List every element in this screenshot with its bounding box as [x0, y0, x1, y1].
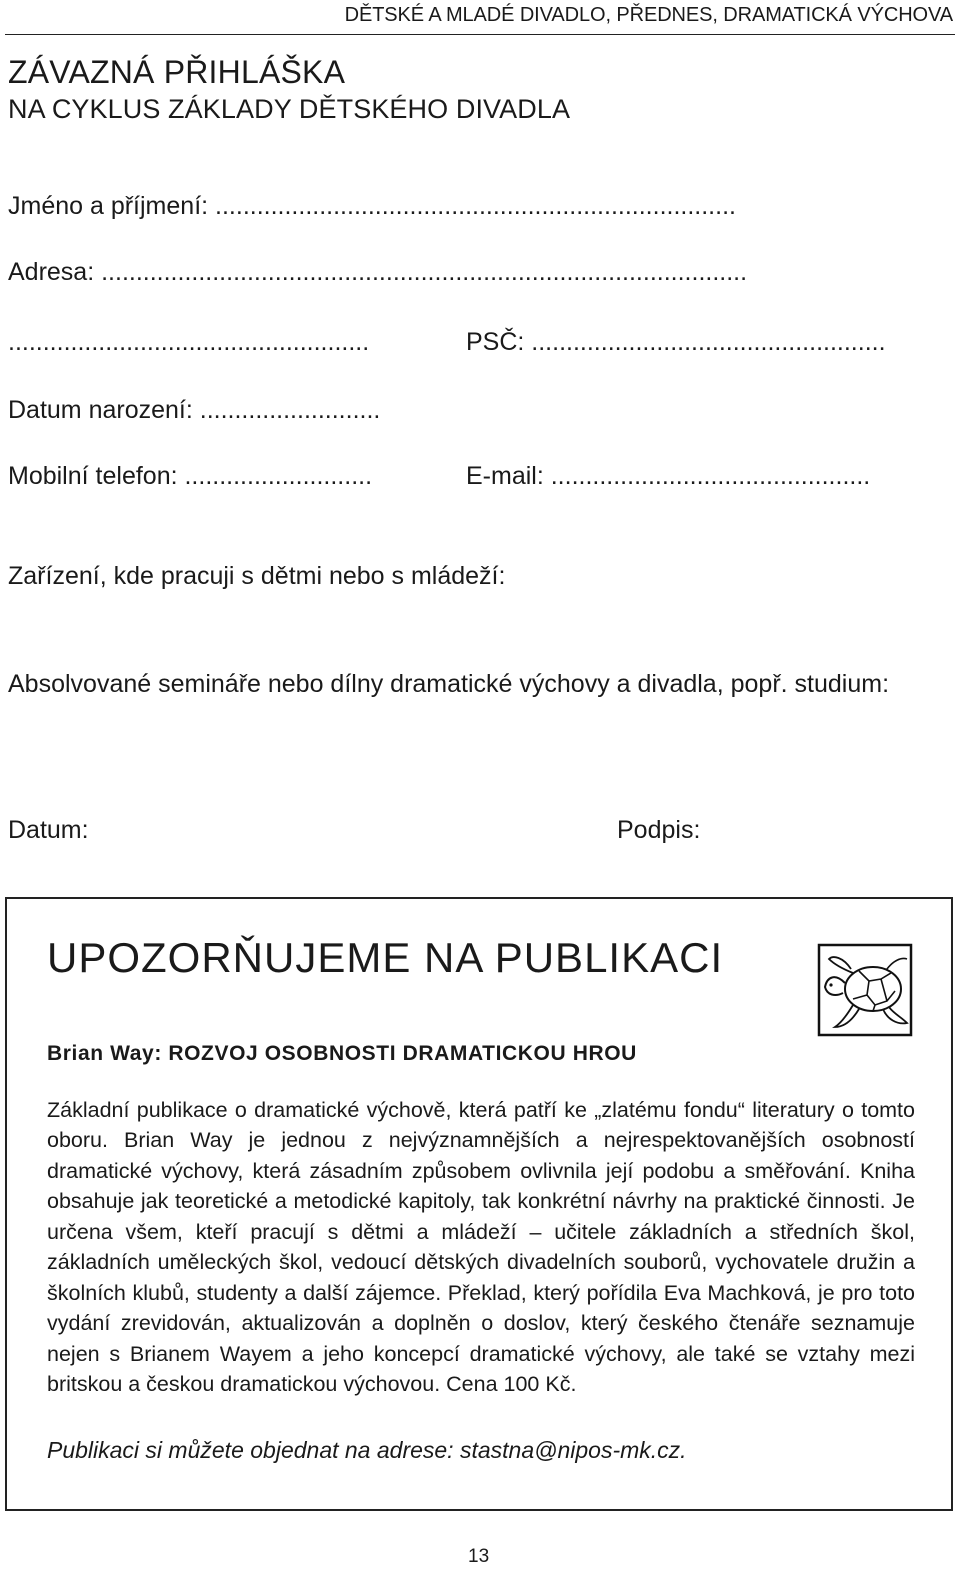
name-field: Jméno a příjmení: ........................................................................... — [8, 192, 736, 220]
birth-date-field: Datum narození: .......................... — [8, 396, 381, 424]
address-continuation-field: .................................................... — [8, 328, 370, 356]
courses-label: Absolvované semináře nebo dílny dramatické výchovy a divadla, popř. studium: — [8, 670, 890, 698]
address-field: Adresa: ............................................................................................. — [8, 258, 748, 286]
psc-field: PSČ: ................................................... — [466, 328, 886, 356]
date-label: Datum: — [8, 816, 89, 844]
workplace-label: Zařízení, kde pracuji s dětmi nebo s mládeží: — [8, 562, 506, 590]
mobile-field: Mobilní telefon: ........................... — [8, 462, 373, 490]
publication-notice-box — [5, 897, 953, 1511]
form-subtitle: NA CYKLUS ZÁKLADY DĚTSKÉHO DIVADLA — [8, 94, 571, 124]
book-description: Základní publikace o dramatické výchově, která patří ke „zlatému fondu“ literatury o tomto oboru. Brian Way je jednou z nejvýznamnějších a nejrespektovanějších osobností dramatické výchovy, která zásadním způsobem ovlivnila její podobu a směřování. Kniha obsahuje jak teoretické a metodické kapitoly, tak konkrétní návrhy na praktické činnosti. Je určena všem, kteří pracují s dětmi a mládeží – učitele základních a středních škol, základních uměleckých škol, vedoucí dětských divadelních souborů, vychovatele družin a školních klubů, studenty a další zájemce. Překlad, který pořídila Eva Machková, je pro toto vydání zrevidován, aktualizován a doplněn o doslov, který českého čtenáře seznamuje nejen s Brianem Wayem a jeho koncepcí dramatické výchovy, ale také se vztahy mezi britskou a českou dramatickou výchovou. Cena 100 Kč. — [47, 1097, 915, 1396]
turtle-icon — [817, 943, 913, 1037]
book-title: Brian Way: ROZVOJ OSOBNOSTI DRAMATICKOU HROU — [47, 1042, 637, 1065]
page-number: 13 — [468, 1546, 490, 1567]
email-field: E-mail: .............................................. — [466, 462, 871, 490]
form-title: ZÁVAZNÁ PŘIHLÁŠKA — [8, 54, 346, 90]
notice-heading: UPOZORŇUJEME NA PUBLIKACI — [47, 934, 724, 981]
header-divider — [5, 34, 955, 35]
order-note: Publikaci si můžete objednat na adrese: stastna@nipos-mk.cz. — [47, 1437, 687, 1463]
section-label: DĚTSKÉ A MLADÉ DIVADLO, PŘEDNES, DRAMATICKÁ VÝCHOVA — [344, 4, 953, 26]
signature-label: Podpis: — [617, 816, 701, 844]
